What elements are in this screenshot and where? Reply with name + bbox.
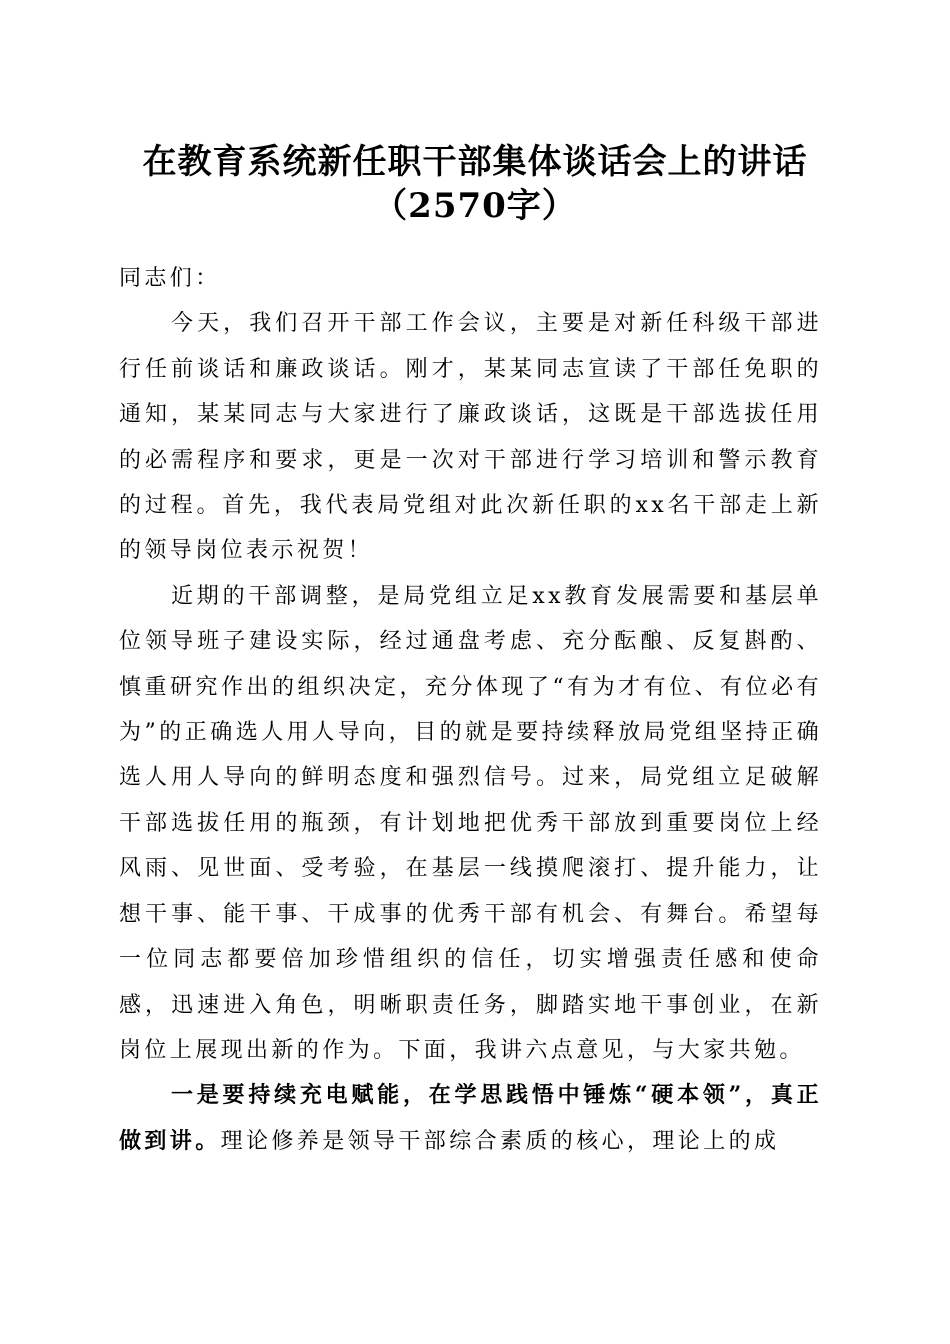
paragraph-2 <box>119 574 822 1073</box>
paragraph-3 <box>119 1073 822 1164</box>
title-line-1: 在教育系统新任职干部集体谈话会上的讲话 <box>142 142 808 182</box>
document-body <box>119 256 822 1164</box>
document-title <box>0 140 950 228</box>
paragraph-text: 近期的干部调整，是局党组立足xx教育发展需要和基层单位领导班子建设实际，经过通盘考虑、充分酝酿、反复斟酌、慎重研究作出的组织决定，充分体现了“有为才有位、有位必有为”的正确选人用人导向，目的就是要持续释放局党组坚持正确选人用人导向的鲜明态度和强烈信号。过来，局党组立足破解干部选拔任用的瓶颈，有计划地把优秀干部放到重要岗位上经风雨、见世面、受考验，在基层一线摸爬滚打、提升能力，让想干事、能干事、干成事的优秀干部有机会、有舞台。希望每一位同志都要倍加珍惜组织的信任，切实增强责任感和使命感，迅速进入角色，明晰职责任务，脚踏实地干事创业，在新岗位上展现出新的作为。下面，我讲六点意见，与大家共勉。 <box>119 583 822 1063</box>
paragraph-lead: 一是要持续充电赋能，在学思践悟中锤炼“硬本领”，真正做到讲。 <box>119 1082 822 1154</box>
paragraph-1 <box>119 301 822 573</box>
paragraph-text: 今天，我们召开干部工作会议，主要是对新任科级干部进行任前谈话和廉政谈话。刚才，某某同志宣读了干部任免职的通知，某某同志与大家进行了廉政谈话，这既是干部选拔任用的必需程序和要求，更是一次对干部进行学习培训和警示教育的过程。首先，我代表局党组对此次新任职的xx名干部走上新的领导岗位表示祝贺！ <box>119 311 822 564</box>
salutation: 同志们： <box>119 266 221 291</box>
paragraph-text: 理论修养是领导干部综合素质的核心，理论上的成 <box>220 1128 780 1154</box>
title-line-2: （2570字） <box>373 186 577 226</box>
